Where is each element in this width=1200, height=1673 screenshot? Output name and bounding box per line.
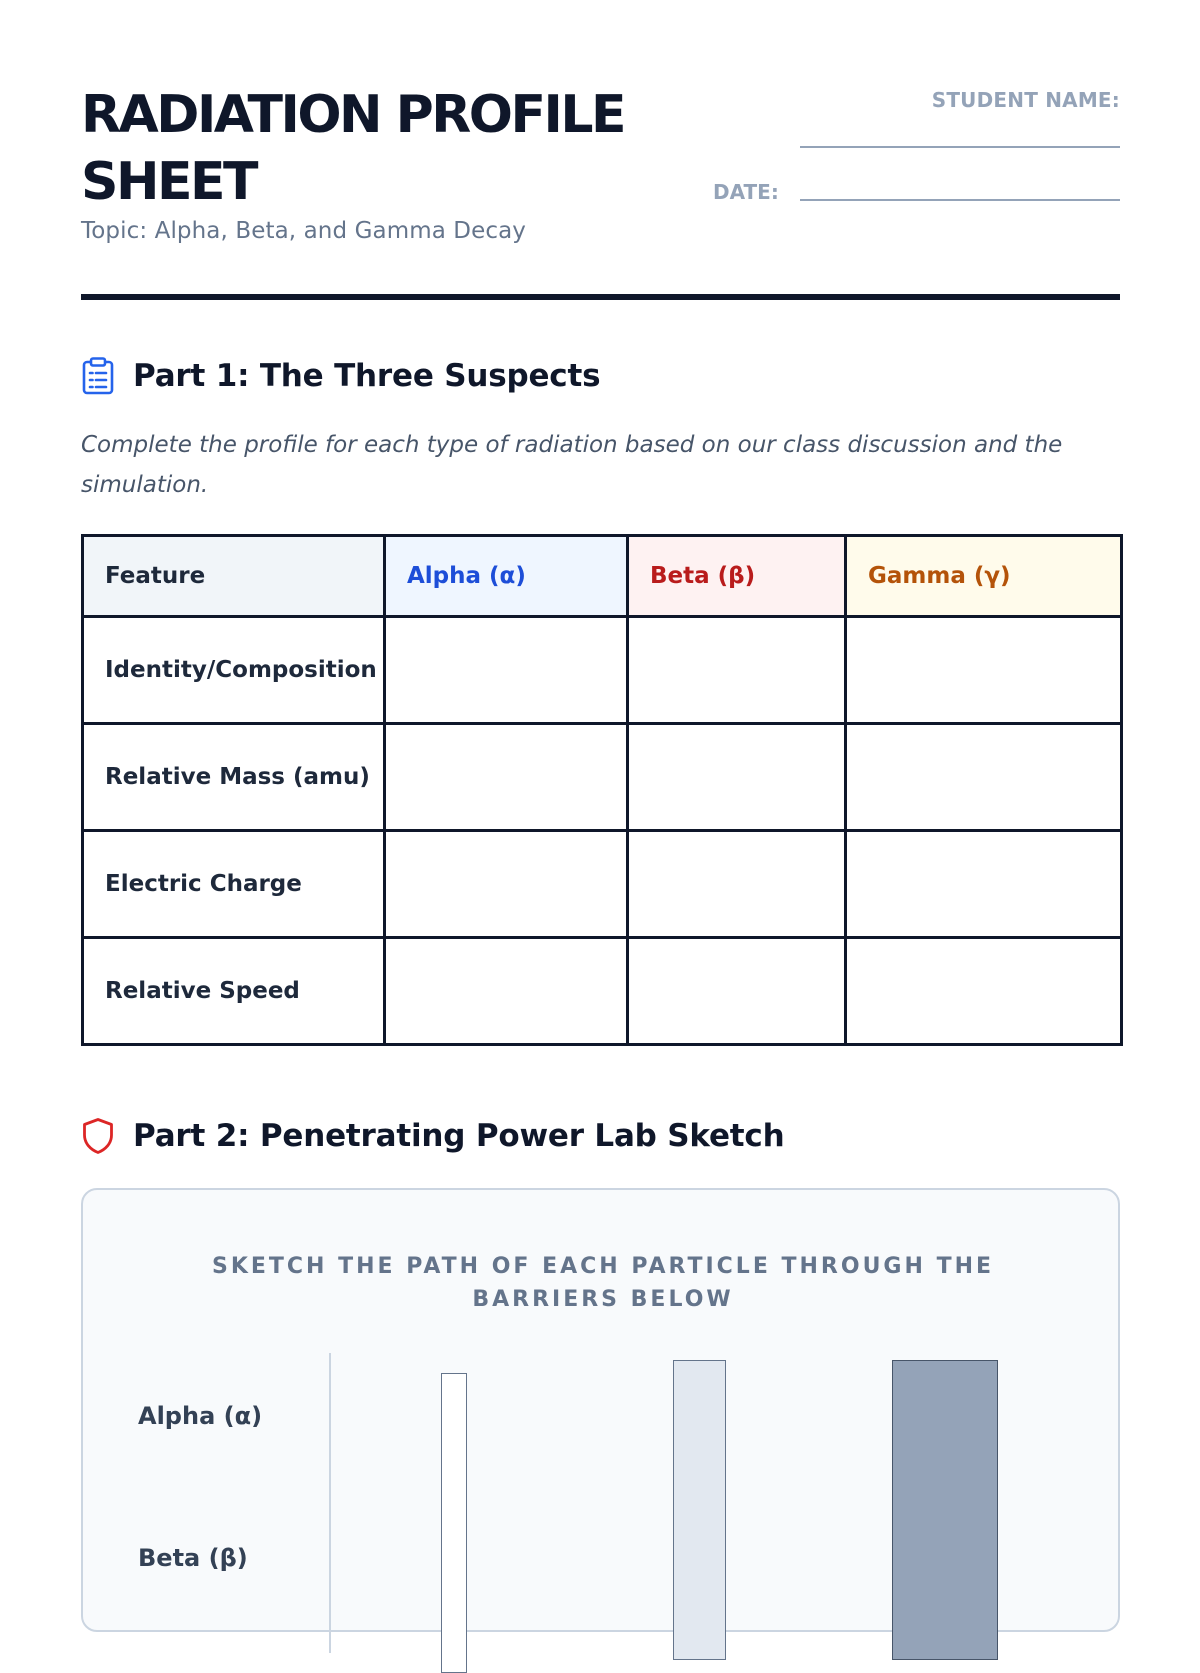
sketch-area[interactable] (81, 1188, 1120, 1632)
student-name-label: STUDENT NAME: (931, 88, 1120, 112)
alpha-cell[interactable] (385, 724, 628, 831)
gamma-cell[interactable] (846, 617, 1122, 724)
table-row (83, 617, 1122, 724)
barrier-medium (673, 1360, 726, 1660)
table-row (83, 938, 1122, 1045)
row-label: Identity/Composition (83, 617, 385, 724)
student-name-field[interactable] (800, 146, 1120, 148)
shield-icon (81, 1116, 119, 1156)
gamma-cell[interactable] (846, 938, 1122, 1045)
beta-cell[interactable] (628, 724, 846, 831)
alpha-cell[interactable] (385, 617, 628, 724)
table-header-row (83, 536, 1122, 617)
part1-title: Part 1: The Three Suspects (133, 358, 601, 394)
header-feature: Feature (83, 536, 385, 617)
sketch-instruction: SKETCH THE PATH OF EACH PARTICLE THROUGH THE BARRIERS BELOW (211, 1254, 995, 1312)
row-label: Relative Mass (amu) (83, 724, 385, 831)
gamma-cell[interactable] (846, 724, 1122, 831)
row-label: Relative Speed (83, 938, 385, 1045)
header-alpha: Alpha (α) (385, 536, 628, 617)
table-row (83, 724, 1122, 831)
part2-heading (81, 1116, 784, 1156)
radiation-profile-table (81, 534, 1123, 1046)
barrier-thin (441, 1373, 467, 1673)
part1-instructions: Complete the profile for each type of radiation based on our class discussion and the simulation. (81, 432, 1063, 498)
alpha-cell[interactable] (385, 831, 628, 938)
header-beta: Beta (β) (628, 536, 846, 617)
particle-label-beta: Beta (β) (138, 1544, 248, 1572)
part2-title: Part 2: Penetrating Power Lab Sketch (133, 1118, 785, 1154)
date-field[interactable] (800, 199, 1120, 201)
barrier-thick (892, 1360, 998, 1660)
header-divider (81, 294, 1120, 300)
label-divider (329, 1353, 331, 1653)
part1-heading (81, 356, 600, 396)
gamma-cell[interactable] (846, 831, 1122, 938)
page-title: RADIATION PROFILE SHEET (81, 85, 625, 212)
particle-label-alpha: Alpha (α) (138, 1402, 263, 1430)
beta-cell[interactable] (628, 831, 846, 938)
page-subtitle: Topic: Alpha, Beta, and Gamma Decay (81, 218, 527, 244)
alpha-cell[interactable] (385, 938, 628, 1045)
header-gamma: Gamma (γ) (846, 536, 1122, 617)
beta-cell[interactable] (628, 938, 846, 1045)
table-row (83, 831, 1122, 938)
row-label: Electric Charge (83, 831, 385, 938)
worksheet-page (81, 0, 1120, 1600)
beta-cell[interactable] (628, 617, 846, 724)
date-label: DATE: (713, 180, 779, 204)
clipboard-icon (81, 356, 119, 396)
